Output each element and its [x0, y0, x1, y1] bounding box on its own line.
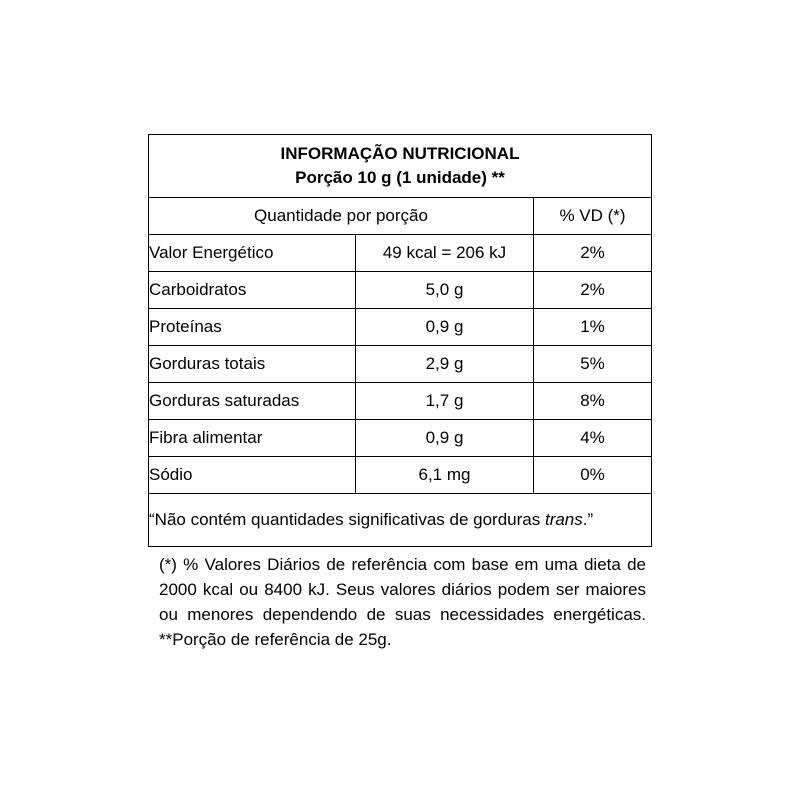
nutrient-vd: 5% — [534, 346, 652, 383]
nutrient-name: Gorduras totais — [149, 346, 356, 383]
nutrient-name: Sódio — [149, 457, 356, 494]
table-row — [149, 309, 652, 346]
nutrition-label — [148, 134, 651, 652]
nutrient-amount: 1,7 g — [356, 383, 534, 420]
nutrient-name: Proteínas — [149, 309, 356, 346]
column-header-vd: % VD (*) — [534, 198, 652, 235]
nutrient-vd: 0% — [534, 457, 652, 494]
table-title: INFORMAÇÃO NUTRICIONAL — [280, 144, 520, 163]
table-row — [149, 457, 652, 494]
nutrient-vd: 2% — [534, 235, 652, 272]
nutrient-name: Gorduras saturadas — [149, 383, 356, 420]
table-row — [149, 272, 652, 309]
nutrient-vd: 4% — [534, 420, 652, 457]
note-trans-italic: trans — [544, 510, 583, 529]
nutrient-name: Valor Energético — [149, 235, 356, 272]
table-row — [149, 383, 652, 420]
nutrition-table — [148, 134, 652, 547]
nutrient-amount: 5,0 g — [356, 272, 534, 309]
nutrient-amount: 6,1 mg — [356, 457, 534, 494]
note-closing: .” — [582, 510, 594, 529]
serving-size: Porção 10 g (1 unidade) ** — [295, 168, 505, 187]
nutrient-amount: 0,9 g — [356, 309, 534, 346]
table-row — [149, 346, 652, 383]
nutrient-vd: 8% — [534, 383, 652, 420]
table-row — [149, 235, 652, 272]
nutrient-amount: 49 kcal = 206 kJ — [356, 235, 534, 272]
nutrient-amount: 2,9 g — [356, 346, 534, 383]
nutrient-name: Fibra alimentar — [149, 420, 356, 457]
footnote: (*) % Valores Diários de referência com base em uma dieta de 2000 kcal ou 8400 kJ. Seus valores diários podem ser maiores ou menores dependendo de suas necessidades energéticas. **Porção de referência de 25g. — [159, 555, 646, 649]
column-header-quantity: Quantidade por porção — [149, 198, 534, 235]
nutrient-amount: 0,9 g — [356, 420, 534, 457]
table-header — [149, 135, 652, 198]
note-text: “Não contém quantidades significativas de gorduras — [149, 510, 541, 529]
nutrient-vd: 2% — [534, 272, 652, 309]
table-row — [149, 420, 652, 457]
nutrient-vd: 1% — [534, 309, 652, 346]
trans-fat-note — [149, 494, 652, 547]
nutrient-name: Carboidratos — [149, 272, 356, 309]
